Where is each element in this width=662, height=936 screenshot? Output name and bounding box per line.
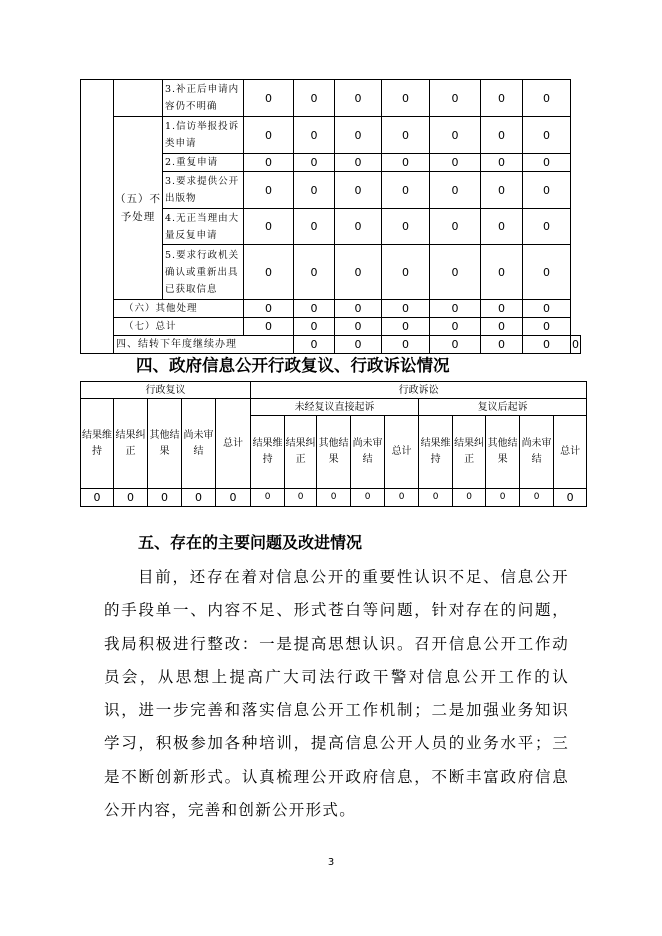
value-cell: 0 xyxy=(244,154,294,172)
value-cell: 0 xyxy=(294,172,335,209)
admin-review-header: 行政复议 xyxy=(81,382,251,399)
value-cell: 0 xyxy=(382,336,430,354)
value-cell: 0 xyxy=(481,245,523,300)
value-cell: 0 xyxy=(335,300,382,318)
row-label: 4.无正当理由大量反复申请 xyxy=(163,209,244,245)
col-header-corrected: 结果纠正 xyxy=(285,416,317,489)
table-row xyxy=(81,117,581,154)
section-5-body: 目前，还存在着对信息公开的重要性认识不足、信息公开的手段单一、内容不足、形式苍白等问题，针对存在的问题，我局积极进行整改：一是提高思想认识。召开信息公开工作动员会，从思想上提高广大司法行政干警对信息公开工作的认识，进一步完善和落实信息公开工作机制；二是加强业务知识学习，积极参加各种培训，提高信息公开人员的业务水平；三是不断创新形式。认真梳理公开政府信息，不断丰富政府信息公开内容，完善和创新公开形式。 xyxy=(104,568,569,820)
col-header-maintained: 结果维持 xyxy=(419,416,453,489)
value-cell: 0 xyxy=(554,489,587,507)
value-cell: 0 xyxy=(481,172,523,209)
value-cell: 0 xyxy=(523,172,571,209)
col-header-total: 总计 xyxy=(385,416,419,489)
value-cell: 0 xyxy=(481,80,523,117)
value-cell: 0 xyxy=(430,209,481,245)
value-cell: 0 xyxy=(294,117,335,154)
col-header-maintained: 结果维持 xyxy=(251,416,285,489)
value-cell: 0 xyxy=(294,300,335,318)
value-cell: 0 xyxy=(523,209,571,245)
blank-cell xyxy=(81,80,114,354)
value-cell: 0 xyxy=(430,117,481,154)
value-cell: 0 xyxy=(285,489,317,507)
value-cell: 0 xyxy=(523,245,571,300)
value-cell: 0 xyxy=(520,489,554,507)
value-cell: 0 xyxy=(481,300,523,318)
col-header-other: 其他结果 xyxy=(317,416,351,489)
col-header-other: 其他结果 xyxy=(486,416,520,489)
table-row xyxy=(81,382,587,399)
value-cell: 0 xyxy=(523,154,571,172)
table-row xyxy=(81,489,587,507)
value-cell: 0 xyxy=(317,489,351,507)
suit-after-review-header: 复议后起诉 xyxy=(419,399,587,416)
direct-suit-header: 未经复议直接起诉 xyxy=(251,399,419,416)
value-cell: 0 xyxy=(244,117,294,154)
value-cell: 0 xyxy=(523,300,571,318)
value-cell: 0 xyxy=(481,154,523,172)
value-cell: 0 xyxy=(335,318,382,336)
value-cell: 0 xyxy=(244,300,294,318)
col-header-corrected: 结果纠正 xyxy=(114,399,148,489)
value-cell: 0 xyxy=(351,489,385,507)
row-label: 2.重复申请 xyxy=(163,154,244,172)
review-litigation-table xyxy=(80,381,587,507)
value-cell: 0 xyxy=(294,154,335,172)
value-cell: 0 xyxy=(419,489,453,507)
value-cell: 0 xyxy=(571,336,581,354)
value-cell: 0 xyxy=(294,245,335,300)
value-cell: 0 xyxy=(244,80,294,117)
value-cell: 0 xyxy=(385,489,419,507)
col-header-pending: 尚未审结 xyxy=(182,399,216,489)
value-cell: 0 xyxy=(182,489,216,507)
table-row xyxy=(81,318,581,336)
value-cell: 0 xyxy=(294,318,335,336)
group-label-no-processing: （五）不予处理 xyxy=(114,117,163,300)
value-cell: 0 xyxy=(294,209,335,245)
blank-cell xyxy=(114,80,163,117)
row-label: 四、结转下年度继续办理 xyxy=(114,336,294,354)
value-cell: 0 xyxy=(294,80,335,117)
row-label: （七）总计 xyxy=(114,318,244,336)
value-cell: 0 xyxy=(294,336,335,354)
page-number: 3 xyxy=(327,857,335,868)
value-cell: 0 xyxy=(335,117,382,154)
value-cell: 0 xyxy=(481,318,523,336)
value-cell: 0 xyxy=(382,300,430,318)
value-cell: 0 xyxy=(430,172,481,209)
value-cell: 0 xyxy=(430,245,481,300)
value-cell: 0 xyxy=(335,209,382,245)
row-label: （六）其他处理 xyxy=(114,300,244,318)
col-header-pending: 尚未审结 xyxy=(351,416,385,489)
table-row xyxy=(81,80,581,117)
value-cell: 0 xyxy=(486,489,520,507)
table-row xyxy=(81,300,581,318)
value-cell: 0 xyxy=(453,489,486,507)
value-cell: 0 xyxy=(216,489,251,507)
value-cell: 0 xyxy=(430,318,481,336)
value-cell: 0 xyxy=(335,336,382,354)
value-cell: 0 xyxy=(244,172,294,209)
value-cell: 0 xyxy=(81,489,114,507)
value-cell: 0 xyxy=(244,209,294,245)
value-cell: 0 xyxy=(481,336,523,354)
value-cell: 0 xyxy=(430,154,481,172)
value-cell: 0 xyxy=(523,336,571,354)
value-cell: 0 xyxy=(335,80,382,117)
value-cell: 0 xyxy=(382,80,430,117)
value-cell: 0 xyxy=(523,80,571,117)
col-header-total: 总计 xyxy=(554,416,587,489)
col-header-pending: 尚未审结 xyxy=(520,416,554,489)
value-cell: 0 xyxy=(382,245,430,300)
value-cell: 0 xyxy=(430,80,481,117)
value-cell: 0 xyxy=(430,300,481,318)
col-header-maintained: 结果维持 xyxy=(81,399,114,489)
value-cell: 0 xyxy=(335,172,382,209)
section-4-heading: 四、政府信息公开行政复议、行政诉讼情况 xyxy=(136,356,450,375)
value-cell: 0 xyxy=(382,318,430,336)
row-label: 3.要求提供公开出版物 xyxy=(163,172,244,209)
value-cell: 0 xyxy=(430,336,481,354)
value-cell: 0 xyxy=(382,209,430,245)
value-cell: 0 xyxy=(114,489,148,507)
value-cell: 0 xyxy=(335,245,382,300)
value-cell: 0 xyxy=(481,117,523,154)
applications-table xyxy=(80,79,581,354)
value-cell: 0 xyxy=(251,489,285,507)
value-cell: 0 xyxy=(335,154,382,172)
value-cell: 0 xyxy=(523,117,571,154)
table-row xyxy=(81,336,581,354)
admin-litigation-header: 行政诉讼 xyxy=(251,382,587,399)
row-label: 3.补正后申请内容仍不明确 xyxy=(163,80,244,117)
value-cell: 0 xyxy=(523,318,571,336)
value-cell: 0 xyxy=(148,489,182,507)
value-cell: 0 xyxy=(244,318,294,336)
value-cell: 0 xyxy=(382,117,430,154)
table-row xyxy=(81,399,587,416)
value-cell: 0 xyxy=(382,154,430,172)
col-header-corrected: 结果纠正 xyxy=(453,416,486,489)
col-header-other: 其他结果 xyxy=(148,399,182,489)
col-header-total: 总计 xyxy=(216,399,251,489)
row-label: 5.要求行政机关确认或重新出具已获取信息 xyxy=(163,245,244,300)
value-cell: 0 xyxy=(481,209,523,245)
value-cell: 0 xyxy=(382,172,430,209)
row-label: 1.信访举报投诉类申请 xyxy=(163,117,244,154)
section-5-heading: 五、存在的主要问题及改进情况 xyxy=(138,533,363,552)
value-cell: 0 xyxy=(244,245,294,300)
